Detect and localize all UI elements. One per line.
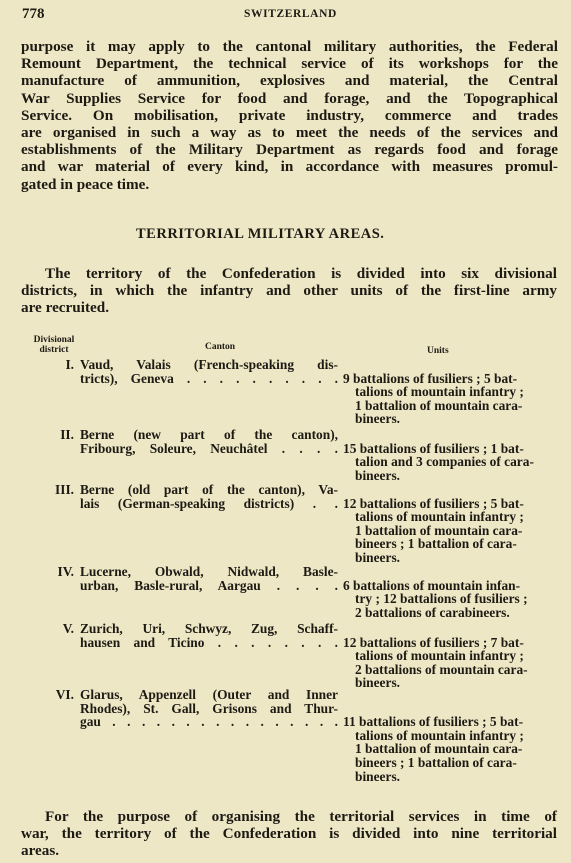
- units-line: 1 battalion of mountain cara-: [355, 522, 523, 538]
- canton-line: Rhodes), St. Gall, Grisons and Thur-: [80, 700, 338, 716]
- text-line: areas.: [21, 842, 60, 859]
- district-number: III.: [55, 482, 74, 497]
- text-line: purpose it may apply to the cantonal military authorities, the Federal: [21, 38, 558, 55]
- canton-line: Lucerne, Obwald, Nidwald, Basle-: [80, 564, 338, 579]
- page-header: [22, 6, 557, 24]
- text-line: War Supplies Service for food and forage, and the Topographical: [21, 89, 558, 107]
- text-line: establishments of the Military Department as regards food and forage: [21, 141, 558, 159]
- section-title: TERRITORIAL MILITARY AREAS.: [136, 226, 385, 242]
- canton-cell: [80, 358, 338, 385]
- units-line: 11 battalions of fusiliers ; 5 bat-: [343, 714, 524, 730]
- canton-cell: [80, 565, 338, 592]
- district-number: I.: [65, 357, 74, 372]
- units-line: 6 battalions of mountain infan-: [343, 577, 521, 593]
- paragraph-territorial-areas: [21, 808, 557, 859]
- district-number: IV.: [57, 564, 74, 579]
- paragraph-mobilisation: [21, 38, 558, 193]
- district-number: II.: [60, 427, 74, 442]
- units-line: bineers.: [355, 675, 401, 691]
- units-line: bineers.: [355, 549, 401, 565]
- units-line: 1 battalion of mountain cara-: [355, 397, 523, 413]
- canton-line: Vaud, Valais (French-speaking dis-: [80, 357, 338, 372]
- text-line: war, the territory of the Confederation is divided into nine territorial: [21, 825, 557, 842]
- units-line: bineers.: [355, 411, 401, 427]
- units-cell: [343, 442, 559, 483]
- units-line: bineers.: [355, 768, 401, 784]
- units-line: 12 battalions of fusiliers ; 7 bat-: [343, 634, 524, 650]
- units-line: 12 battalions of fusiliers ; 5 bat-: [343, 495, 524, 511]
- units-line: bineers.: [355, 467, 401, 483]
- canton-line: Zurich, Uri, Schwyz, Zug, Schaff-: [80, 621, 338, 636]
- units-line: talions of mountain infantry ;: [355, 384, 524, 400]
- text-line: Service. On mobilisation, private industry, commerce and trades: [21, 106, 558, 124]
- units-line: 1 battalion of mountain cara-: [355, 741, 523, 757]
- text-line: districts, in which the infantry and other units of the first-line army: [21, 282, 557, 300]
- canton-line: tricts), Geneva . . . . . . . . . .: [80, 370, 338, 386]
- text-line: gated in peace time.: [21, 175, 150, 193]
- district-number: VI.: [55, 687, 74, 702]
- units-line: talions of mountain infantry ;: [355, 727, 524, 743]
- units-line: 2 battalions of mountain cara-: [355, 661, 528, 677]
- units-line: 2 battalions of carabineers.: [355, 604, 510, 620]
- paragraph-divisional-districts: [21, 265, 557, 317]
- units-line: 9 battalions of fusiliers ; 5 bat-: [343, 370, 518, 386]
- units-line: bineers ; 1 battalion of cara-: [355, 536, 517, 552]
- canton-cell: [80, 483, 338, 510]
- canton-line: Berne (new part of the canton),: [80, 427, 338, 442]
- text-line: The territory of the Confederation is divided into six divisional: [45, 265, 557, 282]
- units-line: talions of mountain infantry ;: [355, 509, 524, 525]
- canton-line: urban, Basle-rural, Aargau . . . .: [80, 577, 338, 593]
- units-cell: [343, 636, 559, 690]
- canton-cell: [80, 688, 338, 729]
- text-line: are organised in such a way as to meet the needs of the services and: [21, 124, 558, 142]
- canton-line: lais (German-speaking districts) . .: [80, 495, 338, 511]
- units-line: bineers ; 1 battalion of cara-: [355, 754, 517, 770]
- text-line: and war material of every kind, in accordance with measures promul-: [21, 158, 558, 176]
- units-line: try ; 12 battalions of fusiliers ;: [355, 591, 528, 607]
- units-cell: [343, 497, 559, 565]
- units-line: 15 battalions of fusiliers ; 1 bat-: [343, 440, 524, 456]
- text-line: are recruited.: [21, 299, 109, 317]
- canton-line: Glarus, Appenzell (Outer and Inner: [80, 687, 338, 702]
- text-line: manufacture of ammunition, explosives and material, the Central: [21, 72, 558, 90]
- running-head: SWITZERLAND: [244, 8, 337, 20]
- column-header-units: Units: [427, 346, 449, 356]
- column-header-canton: Canton: [205, 342, 236, 352]
- canton-line: Berne (old part of the canton), Va-: [80, 482, 338, 497]
- units-cell: [343, 579, 559, 620]
- text-line: For the purpose of organising the territorial services in time of: [45, 808, 557, 825]
- canton-line: gau . . . . . . . . . . . . . . . .: [80, 714, 338, 730]
- units-line: talions of mountain infantry ;: [355, 648, 524, 664]
- canton-line: Fribourg, Soleure, Neuchâtel . . . .: [80, 440, 338, 456]
- canton-line: hausen and Ticino . . . . . . . .: [80, 634, 338, 650]
- units-cell: [343, 372, 559, 426]
- column-header-line: district: [39, 345, 69, 355]
- units-line: talion and 3 companies of cara-: [355, 454, 534, 470]
- canton-cell: [80, 428, 338, 455]
- column-header-divisional-district: [32, 335, 76, 355]
- district-number: V.: [62, 621, 74, 636]
- page-number: 778: [22, 6, 45, 22]
- text-line: Remount Department, the technical service of its workshops for the: [21, 55, 558, 73]
- column-header-line: Divisional: [33, 335, 75, 345]
- units-cell: [343, 715, 559, 783]
- canton-cell: [80, 622, 338, 649]
